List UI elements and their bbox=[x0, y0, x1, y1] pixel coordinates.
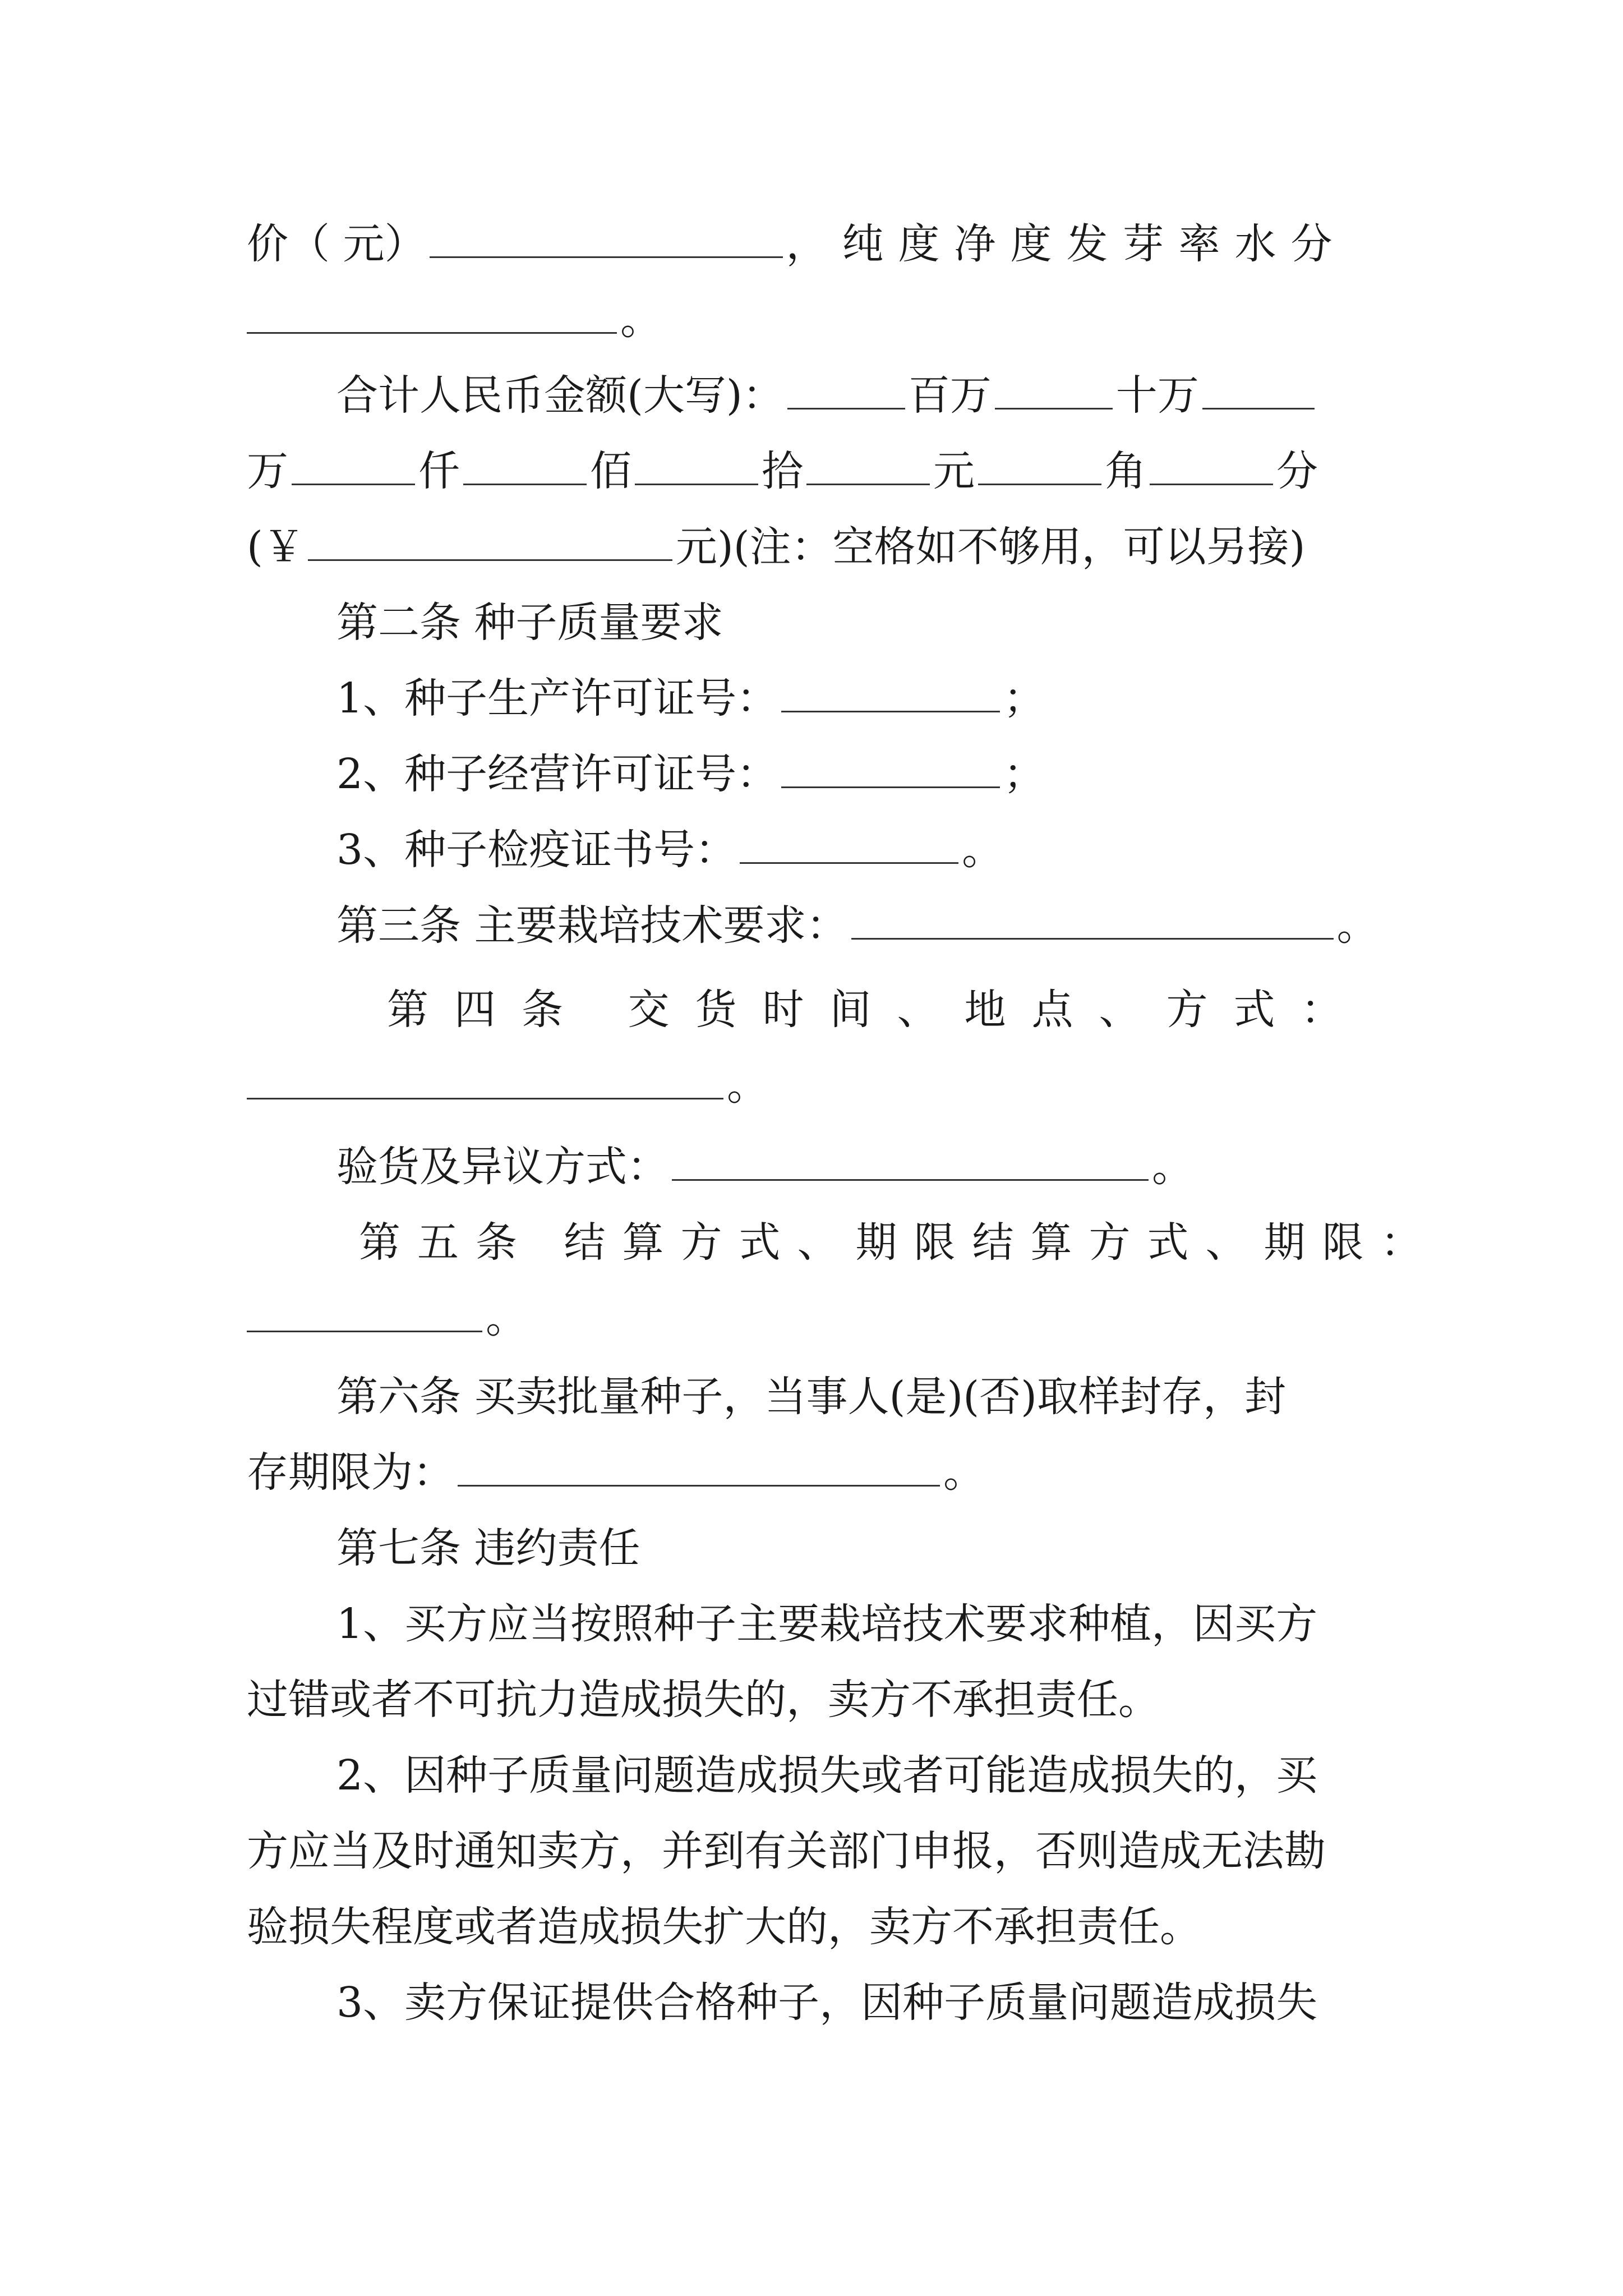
line-total-amount bbox=[336, 367, 1475, 424]
text: 第七条 违约责任 bbox=[336, 1524, 640, 1572]
text: 。 bbox=[962, 826, 1004, 874]
article-3 bbox=[336, 898, 1475, 954]
article-5-cont bbox=[247, 1290, 1385, 1346]
blank-field[interactable] bbox=[247, 297, 617, 334]
blank-field[interactable] bbox=[787, 373, 905, 409]
line-price-cont bbox=[247, 292, 1385, 348]
article-2-item-3 bbox=[336, 822, 1475, 878]
article-5 bbox=[247, 1214, 1439, 1271]
text: 分 bbox=[1276, 447, 1318, 495]
text: 十万 bbox=[1115, 371, 1199, 420]
text: 方应当及时通知卖方，并到有关部门申报，否则造成无法勘 bbox=[247, 1827, 1326, 1875]
article-7-item-2-cont2 bbox=[247, 1899, 1385, 1955]
text: 元)(注：空格如不够用，可以另接) bbox=[675, 523, 1306, 571]
text: 仟 bbox=[418, 447, 460, 495]
article-7-item-2-cont bbox=[247, 1823, 1385, 1879]
text: 第三条 主要栽培技术要求： bbox=[336, 901, 848, 950]
article-2-heading bbox=[336, 595, 1475, 651]
text: ，纯度净度发芽率水分 bbox=[786, 220, 1347, 268]
blank-field[interactable] bbox=[806, 449, 930, 485]
article-7-item-2 bbox=[336, 1747, 1475, 1803]
blank-field[interactable] bbox=[995, 373, 1113, 409]
text: 价（ 元） bbox=[247, 220, 426, 268]
text: 3、卖方保证提供合格种子，因种子质量问题造成损失 bbox=[336, 1978, 1318, 2027]
blank-field[interactable] bbox=[308, 524, 672, 561]
blank-field[interactable] bbox=[978, 449, 1101, 485]
blank-field[interactable] bbox=[247, 1296, 482, 1332]
line-rmb-figure bbox=[247, 519, 1385, 575]
text: 第二条 种子质量要求 bbox=[336, 599, 723, 647]
article-6 bbox=[336, 1369, 1475, 1425]
text: 。 bbox=[727, 1061, 768, 1110]
blank-field[interactable] bbox=[463, 449, 587, 485]
text: 。 bbox=[943, 1448, 985, 1497]
blank-field[interactable] bbox=[740, 827, 958, 864]
text: 第四条 交货时间、地点、方式： bbox=[387, 986, 1368, 1034]
text: 拾 bbox=[762, 447, 803, 495]
blank-field[interactable] bbox=[292, 449, 415, 485]
text: 验货及异议方式： bbox=[336, 1143, 668, 1191]
text: 万 bbox=[247, 447, 288, 495]
article-7-item-3 bbox=[336, 1975, 1475, 2031]
blank-field[interactable] bbox=[781, 676, 1000, 712]
blank-field[interactable] bbox=[851, 903, 1334, 940]
article-7-heading bbox=[336, 1520, 1475, 1576]
blank-field[interactable] bbox=[635, 449, 758, 485]
text: 。 bbox=[486, 1294, 527, 1342]
line-price bbox=[247, 216, 1385, 272]
text: 第六条 买卖批量种子，当事人(是)(否)取样封存，封 bbox=[336, 1373, 1287, 1421]
text: 1、买方应当按照种子主要栽培技术要求种植，因买方 bbox=[336, 1600, 1318, 1648]
blank-field[interactable] bbox=[247, 1063, 723, 1099]
article-6-cont bbox=[247, 1444, 1385, 1501]
text: 2、因种子质量问题造成损失或者可能造成损失的，买 bbox=[336, 1751, 1318, 1800]
text: 过错或者不可抗力造成损失的，卖方不承担责任。 bbox=[247, 1676, 1160, 1724]
text: 存期限为： bbox=[247, 1448, 454, 1497]
text: 佰 bbox=[590, 447, 631, 495]
article-7-item-1 bbox=[336, 1596, 1475, 1652]
text: 。 bbox=[620, 296, 662, 344]
text: 。 bbox=[1152, 1143, 1193, 1191]
blank-field[interactable] bbox=[781, 752, 1000, 788]
text: 3、种子检疫证书号： bbox=[336, 826, 737, 874]
blank-field[interactable] bbox=[430, 222, 783, 258]
text: 2、种子经营许可证号： bbox=[336, 750, 778, 798]
text: 。 bbox=[1336, 901, 1378, 950]
article-4 bbox=[247, 982, 1385, 1038]
text: 百万 bbox=[908, 371, 992, 420]
article-2-item-2 bbox=[336, 746, 1475, 802]
line-amount-units bbox=[247, 443, 1385, 499]
blank-field[interactable] bbox=[672, 1144, 1149, 1181]
text: ； bbox=[1003, 750, 1045, 798]
article-2-item-1 bbox=[336, 670, 1475, 726]
blank-field[interactable] bbox=[1150, 449, 1273, 485]
text: ； bbox=[1003, 674, 1045, 723]
article-7-item-1-cont bbox=[247, 1672, 1385, 1728]
inspection-method bbox=[336, 1139, 1475, 1195]
text: 第五条 结算方式、期限结算方式、期限： bbox=[359, 1218, 1439, 1267]
text: 验损失程度或者造成损失扩大的，卖方不承担责任。 bbox=[247, 1903, 1201, 1951]
text: 元 bbox=[933, 447, 975, 495]
text: (￥ bbox=[247, 523, 305, 571]
text: 1、种子生产许可证号： bbox=[336, 674, 778, 723]
text: 合计人民币金额(大写)： bbox=[336, 371, 784, 420]
article-4-cont bbox=[247, 1057, 1385, 1114]
blank-field[interactable] bbox=[1202, 373, 1315, 409]
text: 角 bbox=[1105, 447, 1146, 495]
blank-field[interactable] bbox=[458, 1450, 940, 1487]
